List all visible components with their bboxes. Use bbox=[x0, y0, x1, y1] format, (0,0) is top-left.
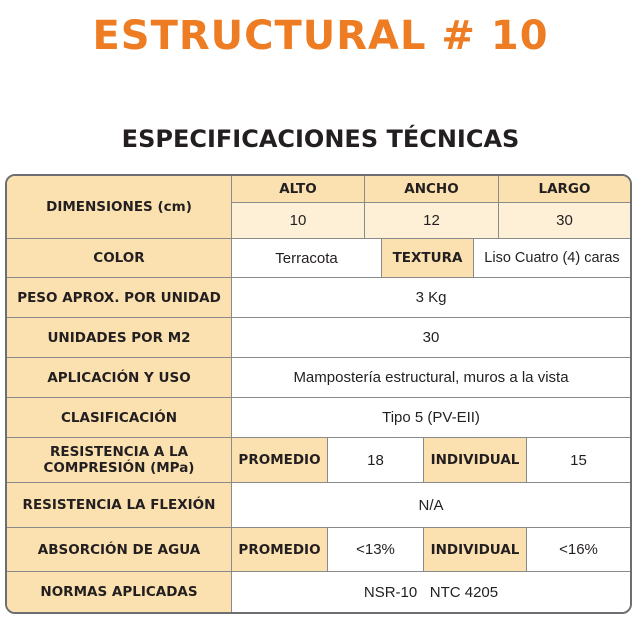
resistencia-compresion-label-line2: COMPRESIÓN (MPa) bbox=[43, 460, 195, 476]
absorcion-individual-value: <16% bbox=[527, 528, 630, 572]
clasificacion-label: CLASIFICACIÓN bbox=[7, 398, 232, 438]
largo-value: 30 bbox=[499, 203, 630, 239]
unidades-value: 30 bbox=[232, 318, 630, 358]
textura-label: TEXTURA bbox=[382, 239, 474, 278]
resistencia-flexion-label: RESISTENCIA LA FLEXIÓN bbox=[7, 483, 232, 528]
resistencia-compresion-label-line1: RESISTENCIA A LA bbox=[49, 444, 189, 460]
specs-table bbox=[5, 174, 632, 614]
color-label: COLOR bbox=[7, 239, 232, 278]
alto-label: ALTO bbox=[232, 176, 365, 203]
dimensiones-label: DIMENSIONES (cm) bbox=[7, 176, 232, 239]
color-value: Terracota bbox=[232, 239, 382, 278]
alto-value: 10 bbox=[232, 203, 365, 239]
absorcion-individual-label: INDIVIDUAL bbox=[424, 528, 527, 572]
compresion-individual-value: 15 bbox=[527, 438, 630, 483]
absorcion-promedio-label: PROMEDIO bbox=[232, 528, 328, 572]
aplicacion-label: APLICACIÓN Y USO bbox=[7, 358, 232, 398]
ancho-label: ANCHO bbox=[365, 176, 499, 203]
aplicacion-value: Mampostería estructural, muros a la vista bbox=[232, 358, 630, 398]
resistencia-compresion-label bbox=[7, 438, 232, 483]
clasificacion-value: Tipo 5 (PV-EII) bbox=[232, 398, 630, 438]
largo-label: LARGO bbox=[499, 176, 630, 203]
compresion-promedio-value: 18 bbox=[328, 438, 424, 483]
absorcion-promedio-value: <13% bbox=[328, 528, 424, 572]
page-title: ESTRUCTURAL # 10 bbox=[92, 13, 549, 59]
compresion-individual-label: INDIVIDUAL bbox=[424, 438, 527, 483]
ancho-value: 12 bbox=[365, 203, 499, 239]
peso-label: PESO APROX. POR UNIDAD bbox=[7, 278, 232, 318]
normas-value: NSR-10 NTC 4205 bbox=[232, 572, 630, 612]
textura-value: Liso Cuatro (4) caras bbox=[474, 239, 630, 278]
unidades-label: UNIDADES POR M2 bbox=[7, 318, 232, 358]
normas-label: NORMAS APLICADAS bbox=[7, 572, 232, 612]
resistencia-flexion-value: N/A bbox=[232, 483, 630, 528]
compresion-promedio-label: PROMEDIO bbox=[232, 438, 328, 483]
section-title: ESPECIFICACIONES TÉCNICAS bbox=[121, 125, 520, 153]
peso-value: 3 Kg bbox=[232, 278, 630, 318]
absorcion-label: ABSORCIÓN DE AGUA bbox=[7, 528, 232, 572]
